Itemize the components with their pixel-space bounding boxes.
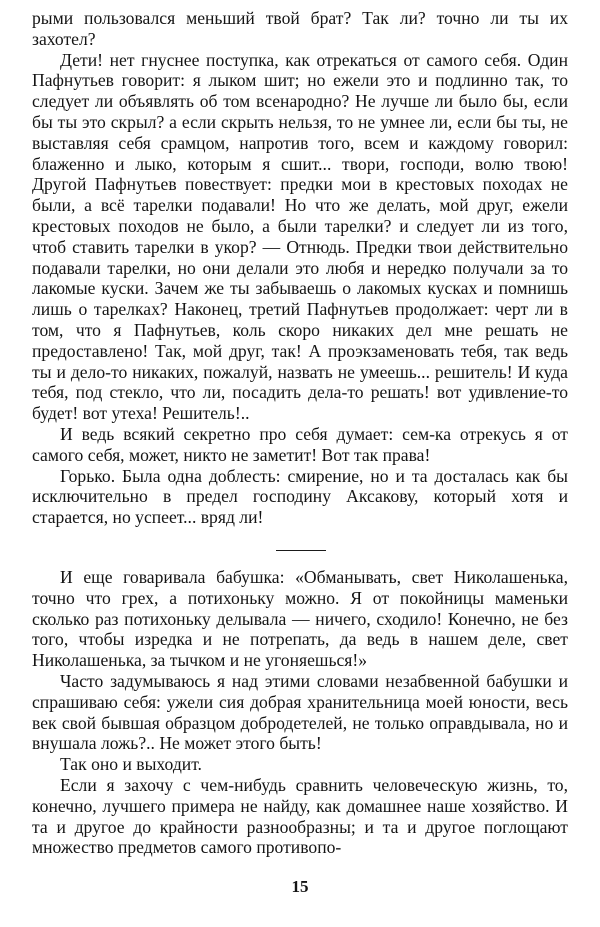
paragraph-comparison: Если я захочу с чем-нибудь сравнить человеческую жизнь, то, конечно, лучшего примера не найду, как домашнее наше хозяйство. И та и другое до крайности разнообразны; и та и другое поглощают множество предметов самого противопо- [32, 774, 568, 858]
paragraph-short: Так оно и выходит. [60, 754, 202, 775]
paragraph-pafnutiev: Дети! нет гнуснее поступка, как отрекаться от самого себя. Один Пафнутьев говорит: я лыком шит; но ежели это и подлинно так, то следует ли объявлять об том всенародно? Не лучше ли было бы, если бы ты это скрыл? а если скрыть нельзя, то не умнее ли, если бы ты, не выставляя себя срамцом, напротив того, всем и каждому говорил: блаженно и лыко, которым я сшит... твори, господи, волю твою! Другой Пафнутьев повествует: предки мои в крестовых походах не были, а всё тарелки подавали! Но что же делать, мой друг, ежели крестовых походов не было, а были тарелки? и следует ли из того, чтоб ставить тарелки в укор? — Отнюдь. Предки твои действительно подавали тарелки, но они делали это любя и нередко получали за то лакомые куски. Зачем же ты забываешь о лакомых кусках и помнишь лишь о тарелках? Наконец, третий Пафнутьев продолжает: черт ли в том, что я Пафнутьев, коль скоро никаких дел мне решать не предоставлено! Так, мой друг, так! А проэкзаменовать тебя, так ведь ты и дело-то никаких, пожалуй, назвать не умеешь... решитель! И куда тебя, под стекло, что ли, посадить дела-то решать! вот удивление-то будет! вот утеха! Решитель!.. [32, 49, 568, 424]
paragraph-secret: И ведь всякий секретно про себя думает: сем-ка отрекусь я от самого себя, может, никто не заметит! Вот так права! [32, 423, 568, 465]
paragraph-reflection: Часто задумываюсь я над этими словами незабвенной бабушки и спрашиваю себя: ужели сия добрая хранительница моей юности, весь век свой бывшая образцом добродетелей, не только оправдывала, но и внушала ложь?.. Не может этого быть! [32, 670, 568, 754]
text-block-upper [32, 8, 568, 528]
text-block-lower [32, 567, 568, 858]
section-divider [276, 550, 326, 551]
paragraph-continuation: рыми пользовался меньший твой брат? Так ли? точно ли ты их захотел? [32, 8, 568, 49]
page-number: 15 [291, 877, 309, 896]
paragraph-bitter: Горько. Была одна доблесть: смирение, но и та досталась как бы исключительно в предел господину Аксакову, который хотя и старается, но успеет... вряд ли! [32, 465, 568, 528]
paragraph-grandmother: И еще говаривала бабушка: «Обманывать, свет Николашенька, точно что грех, а потихоньку можно. Я от покойницы маменьки сколько раз потихоньку делывала — ничего, сходило! Конечно, не без того, чтобы изредка и не потрепать, да ведь в нашем деле, свет Николашенька, за тычком и не угоняешься!» [32, 567, 568, 671]
